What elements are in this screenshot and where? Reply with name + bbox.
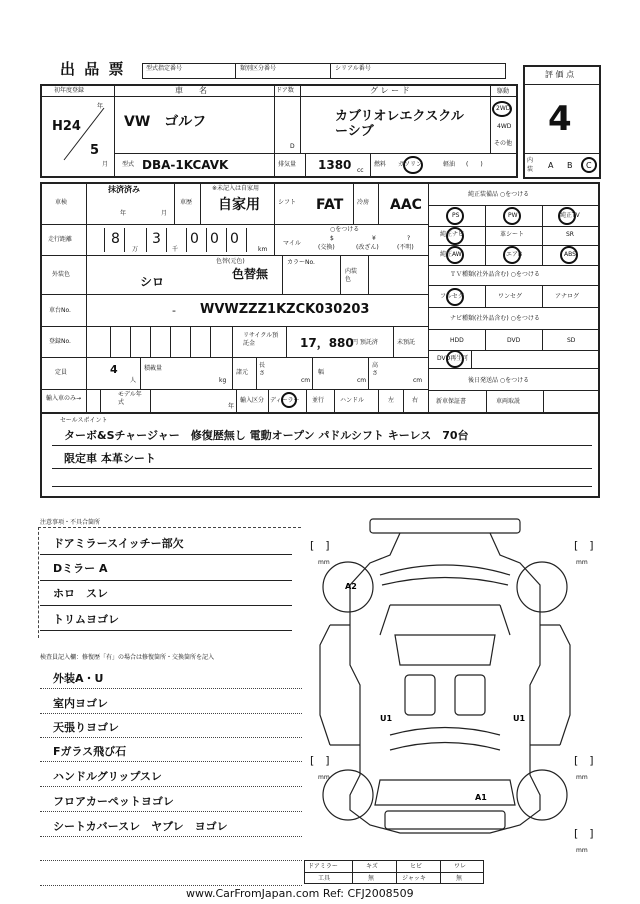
equip-leather: 革シート (500, 231, 525, 238)
int-color-label: 内装色 (345, 268, 358, 283)
equip-tv-circle (558, 207, 576, 225)
serial-label: シリアル番号 (335, 65, 371, 72)
mile-opt-1-sym: $ (330, 235, 334, 242)
shift-value: FAT (316, 197, 344, 213)
import-class-label: 輸入区分 (240, 397, 265, 404)
equip-airbag: エアB (506, 251, 523, 258)
mileage-km: km (258, 246, 268, 253)
equip-ps-circle (446, 207, 464, 225)
legend-v3: ジャッキ (402, 875, 426, 882)
tv-oneseg: ワンセグ (498, 293, 523, 300)
displacement-unit: cc (357, 167, 364, 174)
capacity-label: 定員 (55, 369, 68, 376)
first-reg-month: 5 (90, 143, 100, 158)
import-label: 輸入車のみ→ (46, 395, 82, 402)
dim-length: 長さ (259, 362, 266, 377)
color-orig-label: 色替(元色) (216, 258, 245, 265)
equip-ps: PS (452, 212, 460, 219)
color-value: シロ (140, 275, 165, 289)
mile-opt-3: (不明) (397, 244, 414, 251)
chassis-number: WVWZZZ1KZCK030203 (200, 302, 370, 317)
bracket-right-bottom: [ ] (574, 754, 594, 767)
recycle-value: 17，880 (300, 336, 354, 350)
shaken-value: 抹済済み (108, 185, 140, 194)
chassis-dash: - (172, 304, 176, 317)
equip-tv: 純正TV (560, 212, 580, 219)
mile-opt-1: (交換) (318, 244, 335, 251)
interior-c-circle (581, 157, 597, 173)
equip-abs: ABS (564, 251, 576, 258)
month-kanji: 月 (102, 161, 109, 168)
mileage-digit-4: 0 (210, 231, 219, 247)
drive-2wd: 2WD (496, 105, 511, 112)
color-orig-value: 色替無 (232, 267, 269, 281)
inspector-item-6: フロアカーペットヨゴレ (53, 795, 174, 808)
inspector-item-4: Fガラス飛び石 (53, 745, 127, 758)
grade-line2: ーシブ (335, 124, 374, 139)
dim-height-unit: cm (413, 377, 423, 384)
shaken-month: 月 (161, 210, 168, 217)
doors-unit: D (290, 143, 295, 150)
bracket-right-rear: [ ] (574, 827, 594, 840)
fuel-paren: ( ) (466, 161, 483, 168)
equip-sr: SR (566, 231, 574, 238)
mileage-label: 走行距離 (48, 236, 73, 243)
legend-h4: ワレ (454, 863, 467, 870)
notes-label: 注意事項・不具合箇所 (40, 519, 101, 526)
equip-pw-circle (503, 207, 521, 225)
mileage-unit-man: 万 (132, 246, 139, 253)
handle-label: ハンドル (340, 397, 365, 404)
dims-label: 諸元 (236, 369, 249, 376)
inspector-item-5: ハンドルグリップスレ (53, 770, 162, 783)
note-item-1: ドアミラースイッチー部欠 (53, 537, 184, 550)
class-code-label: 類別区分番号 (240, 65, 277, 72)
recycle-unpaid: 未預託 (397, 339, 416, 346)
fuel-gasoline: ガソリン (398, 161, 423, 168)
legend-h2: キズ (366, 863, 378, 870)
tv-fullseg: フルセグ (440, 293, 464, 300)
load-unit: kg (219, 377, 227, 384)
displacement-label: 排気量 (278, 161, 297, 168)
bracket-right-top: [ ] (574, 539, 594, 552)
model-code: DBA-1KCAVK (142, 158, 229, 172)
later-manual: 車両取説 (496, 398, 521, 405)
year-kanji: 年 (97, 103, 104, 110)
equip-abs-circle (560, 246, 578, 264)
dim-length-unit: cm (301, 377, 311, 384)
mile-opt-2: (改ざん) (356, 244, 379, 251)
legend-v2: 無 (368, 875, 375, 882)
fuel-diesel: 軽油 (443, 161, 456, 168)
load-label: 積載量 (144, 365, 163, 372)
grade-line1: カブリオレエクスクル (335, 109, 464, 124)
dvd-playback: DVD再生可 (437, 355, 469, 362)
bracket-left-bottom: [ ] (310, 754, 330, 767)
fuel-label: 燃料 (374, 161, 387, 168)
navi-sd: SD (567, 337, 576, 344)
first-reg-label: 初年度登録 (54, 87, 85, 94)
mileage-unit-sen: 千 (172, 246, 179, 253)
mark-a1: A1 (475, 793, 487, 802)
color-label: 外装色 (52, 271, 71, 278)
tv-analog: アナログ (555, 293, 580, 300)
note-item-3: ホロ スレ (53, 587, 108, 600)
fuel-circle (403, 156, 423, 174)
sheet-title: 出 品 票 (60, 60, 126, 78)
recycle-yen: 円 預託済 (352, 339, 378, 346)
sales-line2: 限定車 本革シート (64, 452, 156, 465)
mileage-digit-2: 3 (152, 231, 161, 247)
first-reg-year: H24 (52, 119, 81, 134)
color-no-label: カラーNo. (287, 259, 315, 266)
later-title: 後日発送品 ○をつける (468, 377, 530, 384)
history-label: 車歴 (180, 199, 193, 206)
score-label: 評 価 点 (545, 70, 575, 79)
interior-c: C (586, 161, 592, 170)
inspector-item-2: 室内ヨゴレ (53, 697, 108, 710)
ac-value: AAC (390, 197, 422, 213)
import-dealer: ディーラー (270, 397, 300, 404)
interior-a: A (548, 161, 554, 170)
mark-u1-left: U1 (380, 714, 393, 723)
ac-label: 冷房 (357, 199, 370, 206)
score-value: 4 (548, 99, 572, 139)
note-item-4: トリムヨゴレ (53, 613, 119, 626)
equip-aw-circle (446, 246, 464, 264)
displacement-value: 1380 (318, 158, 352, 172)
tv-fullseg-circle (446, 288, 464, 306)
bracket-left-top: [ ] (310, 539, 330, 552)
navi-hdd: HDD (450, 337, 464, 344)
reg-no-label: 登録No. (49, 338, 71, 345)
handle-left: 左 (388, 397, 395, 404)
import-parallel: 並行 (312, 397, 325, 404)
later-warranty: 新車保証書 (436, 398, 467, 405)
chassis-label: 車台No. (49, 307, 71, 314)
equip-pw: PW (508, 212, 518, 219)
handle-right: 右 (412, 397, 419, 404)
model-year-label: モデル年式 (118, 391, 142, 406)
car-name-label: 車 名 (175, 86, 207, 95)
import-dealer-circle (281, 392, 297, 408)
mark-u1-right: U1 (513, 714, 526, 723)
dim-height: 高さ (372, 362, 379, 377)
car-diagram (310, 515, 610, 865)
code-strip (142, 63, 506, 79)
grade-label: グ レ ー ド (370, 86, 410, 95)
mark-a2: A2 (345, 582, 357, 591)
drive-2wd-circle (492, 101, 512, 117)
history-note: ※未記入は自家用 (212, 185, 260, 192)
capacity-value: 4 (110, 363, 118, 376)
mileage-digit-3: 0 (190, 231, 199, 247)
sales-line1: ターボ&Sチャージャー 修復歴無し 電動オープン パドルシフト キーレス 70台 (64, 429, 469, 442)
type-code-label: 型式指定番号 (146, 65, 183, 72)
drive-other: その他 (494, 140, 513, 147)
legend-h1: ドアミラー (308, 863, 338, 870)
mm-right-top: mm (576, 559, 588, 566)
mm-left-top: mm (318, 559, 330, 566)
recycle-label: リサイクル預託金 (243, 332, 279, 347)
drive-label: 駆動 (497, 88, 510, 95)
navi-dvd: DVD (507, 337, 521, 344)
equip-aw: 純正AW (440, 251, 462, 258)
note-item-2: Dミラー A (53, 562, 108, 575)
doors-label: ドア数 (276, 87, 294, 94)
equip-navi: 純正ナビ (440, 231, 465, 238)
mile-maru-label: ○をつける (330, 226, 360, 233)
capacity-unit: 人 (130, 377, 137, 384)
shaken-label: 車検 (55, 199, 68, 206)
legend-h3: ヒビ (410, 863, 423, 870)
inspector-item-3: 天張りヨゴレ (53, 721, 119, 734)
mm-right-rear: mm (576, 847, 588, 854)
drive-4wd: 4WD (497, 123, 512, 130)
shaken-year: 年 (120, 210, 127, 217)
inspector-label: 検査員記入欄：修復歴「有」の場合は修復箇所・交換箇所を記入 (40, 654, 215, 661)
equip-title: 純正装備品 ○をつける (468, 191, 530, 198)
watermark-text: www.CarFromJapan.com Ref: CFJ2008509 (186, 887, 414, 900)
car-name: VW ゴルフ (124, 114, 207, 130)
tv-title: ＴＶ種類(社外品含む) ○をつける (450, 271, 540, 278)
interior-b: B (567, 161, 573, 170)
mm-left-bottom: mm (318, 774, 330, 781)
equip-navi-circle (446, 227, 464, 245)
legend-v4: 無 (456, 875, 463, 882)
navi-title: ナビ種類(社外品含む) ○をつける (450, 315, 540, 322)
sales-label: セールスポイント (60, 417, 108, 424)
interior-label: 内装 (527, 157, 534, 173)
history-value: 自家用 (218, 197, 260, 213)
year-slash (60, 104, 110, 164)
mile-label: マイル (283, 240, 301, 247)
inspector-item-7: シートカバースレ ヤブレ ヨゴレ (53, 820, 228, 833)
model-label: 型式 (122, 161, 135, 168)
mileage-digit-5: 0 (230, 231, 239, 247)
mile-opt-3-sym: ? (407, 235, 411, 242)
dim-width-unit: cm (357, 377, 367, 384)
model-year-unit: 年 (228, 403, 235, 410)
mm-right-bottom: mm (576, 774, 588, 781)
legend-v1: 工具 (318, 875, 331, 882)
inspector-item-1: 外装A・U (53, 672, 104, 685)
equip-airbag-circle (503, 246, 521, 264)
dim-width: 幅 (318, 369, 325, 376)
shift-label: シフト (278, 199, 297, 206)
dvd-circle (446, 350, 464, 368)
mile-opt-2-sym: ¥ (372, 235, 376, 242)
mileage-digit-1: 8 (111, 231, 120, 247)
